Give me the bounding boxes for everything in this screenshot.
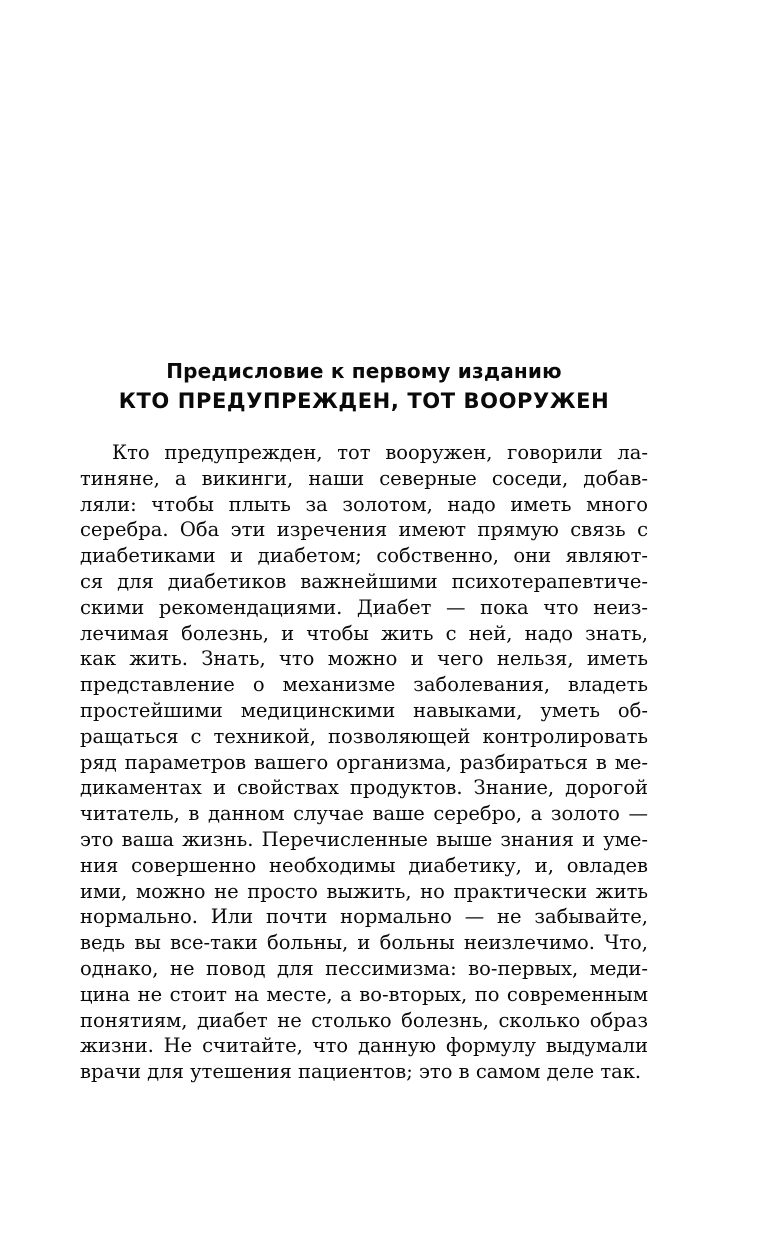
body-line: ращаться с техникой, позволяющей контролировать [80, 724, 648, 748]
chapter-heading [80, 356, 648, 417]
body-line: цина не стоит на месте, а во-вторых, по современным [80, 982, 648, 1006]
body-line: ся для диабетиков важнейшими психотерапевтиче- [80, 569, 648, 593]
body-line: читатель, в данном случае ваше серебро, а золото — [80, 802, 648, 826]
body-line: представление о механизме заболевания, владеть [80, 673, 648, 697]
body-line: это ваша жизнь. Перечисленные выше знания и уме- [80, 827, 648, 851]
body-line: Кто предупрежден, тот вооружен, говорили ла- [112, 441, 648, 464]
body-line: ведь вы все-таки больны, и больны неизлечимо. Что, [80, 931, 648, 955]
body-line: тиняне, а викинги, наши северные соседи, добав- [80, 466, 648, 490]
body-line: ряд параметров вашего организма, разбираться в ме- [80, 750, 648, 774]
body-line: диабетиками и диабетом; собственно, они являют- [80, 544, 648, 568]
body-line: дикаментах и свойствах продуктов. Знание, дорогой [80, 776, 648, 800]
chapter-subtitle: Предисловие к первому изданию [166, 359, 562, 383]
body-line: врачи для утешения пациентов; это в самом деле так. [80, 1060, 642, 1084]
body-line: лечимая болезнь, и чтобы жить с ней, надо знать, [80, 621, 648, 645]
body-line: скими рекомендациями. Диабет — пока что неиз- [80, 595, 648, 619]
body-line: как жить. Знать, что можно и чего нельзя, иметь [80, 647, 648, 671]
body-line: понятиям, диабет не столько болезнь, сколько образ [80, 1008, 648, 1032]
chapter-title: КТО ПРЕДУПРЕЖДЕН, ТОТ ВООРУЖЕН [118, 389, 610, 413]
body-line: серебра. Оба эти изречения имеют прямую связь с [80, 518, 648, 542]
body-line: нормально. Или почти нормально — не забывайте, [80, 905, 648, 929]
body-line: однако, не повод для пессимизма: во-первых, меди- [80, 956, 648, 980]
body-line: жизни. Не считайте, что данную формулу выдумали [80, 1034, 648, 1058]
body-line: простейшими медицинскими навыками, уметь об- [80, 698, 648, 722]
body-paragraph [80, 440, 648, 1085]
body-line: ляли: чтобы плыть за золотом, надо иметь много [80, 492, 648, 516]
body-line: ими, можно не просто выжить, но практически жить [80, 879, 648, 903]
body-line: ния совершенно необходимы диабетику, и, овладев [80, 853, 648, 877]
